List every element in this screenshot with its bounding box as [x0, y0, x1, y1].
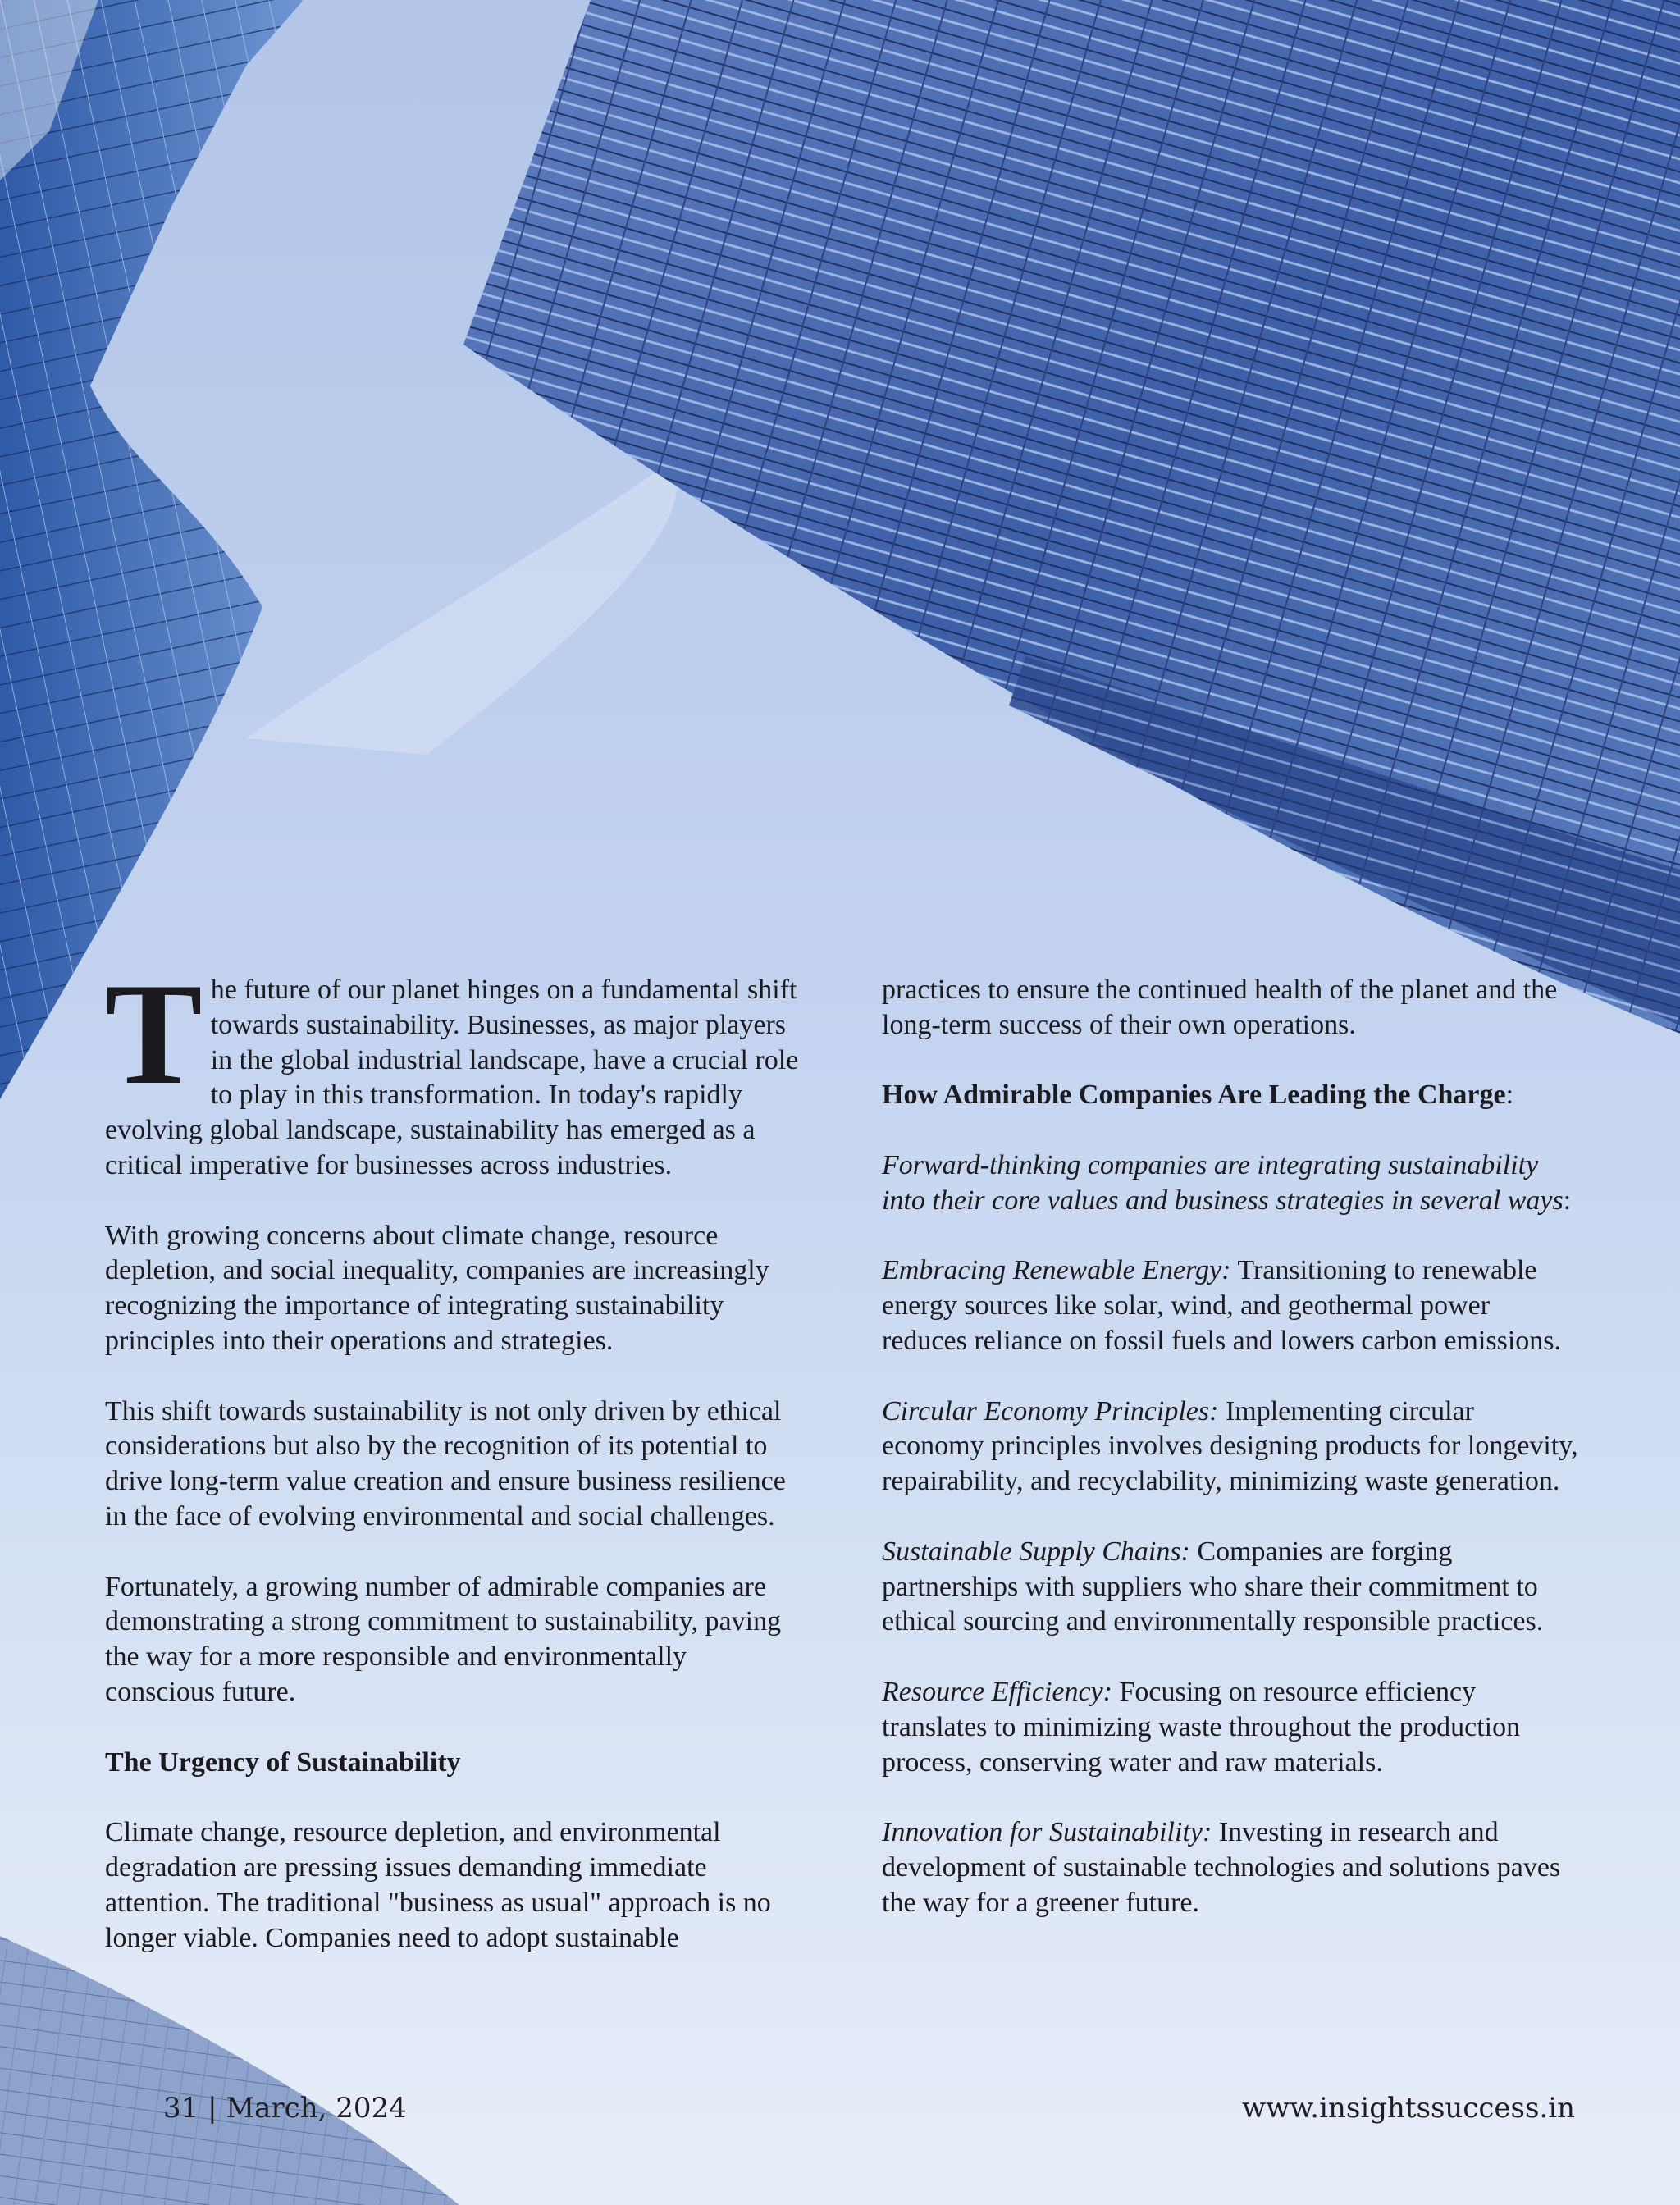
ways-intro: Forward-thinking companies are integrating sustainability into their core values and business strategies in several ways — [882, 1149, 1564, 1216]
paragraph-5-continued: practices to ensure the continued health of the planet and the long-term success of their own operations. — [882, 975, 1558, 1040]
list-item — [882, 1535, 1579, 1640]
list-item — [882, 1815, 1579, 1920]
heading-urgency: The Urgency of Sustainability — [105, 1746, 461, 1778]
item-term: Sustainable Supply Chains: — [882, 1536, 1190, 1567]
intro-paragraph — [105, 952, 802, 1184]
item-text: Transitioning to renewable energy sources like solar, wind, and geothermal power reduces reliance on fossil fuels and lowers carbon emissions. — [882, 1255, 1562, 1356]
left-column — [105, 952, 802, 1991]
item-text: Investing in research and development of sustainable technologies and solutions paves the way for a greener future. — [882, 1817, 1561, 1918]
ways-intro-paragraph — [882, 1148, 1579, 1219]
heading-leading-paragraph — [882, 1078, 1579, 1113]
item-term: Circular Economy Principles: — [882, 1395, 1219, 1427]
drop-cap: T — [105, 952, 203, 1115]
list-item — [882, 1675, 1579, 1780]
paragraph-5: Climate change, resource depletion, and environmental degradation are pressing issues demanding immediate attention. The traditional "business as usual" approach is no longer viable. Companies need to adopt sustainable — [105, 1817, 771, 1953]
item-text: Focusing on resource efficiency translates to minimizing waste throughout the production process, conserving water and raw materials. — [882, 1676, 1521, 1778]
heading-leading: How Admirable Companies Are Leading the Charge — [882, 1080, 1506, 1111]
footer-page-date: 31 | March, 2024 — [163, 2092, 407, 2125]
item-term: Embracing Renewable Energy: — [882, 1255, 1231, 1286]
intro-text: he future of our planet hinges on a fundamental shift towards sustainability. Businesses, as major players in the global industrial landscape, have a crucial role to play in this transformation. In today's rapidly evolving global landscape, sustainability has emerged as a critical imperative for businesses across industries. — [105, 975, 799, 1180]
heading-leading-suffix: : — [1505, 1080, 1514, 1111]
footer-website-link[interactable]: www.insightssuccess.in — [1242, 2092, 1575, 2125]
right-column — [882, 973, 1579, 1956]
paragraph-4: Fortunately, a growing number of admirable companies are demonstrating a strong commitment to sustainability, paving the way for a more responsible and environmentally conscious future. — [105, 1571, 782, 1707]
paragraph-3: This shift towards sustainability is not only driven by ethical considerations but also by the recognition of its potential to drive long-term value creation and ensure business resilience in the face of evolving environmental and social challenges. — [105, 1395, 786, 1532]
ways-intro-suffix: : — [1563, 1185, 1572, 1216]
item-text: Companies are forging partnerships with suppliers who share their commitment to ethical sourcing and environmentally responsible practices. — [882, 1536, 1544, 1637]
list-item — [882, 1395, 1579, 1500]
paragraph-2: With growing concerns about climate change, resource depletion, and social inequality, companies are increasingly recognizing the importance of integrating sustainability principles into their operations and strategies. — [105, 1220, 769, 1356]
list-item — [882, 1253, 1579, 1358]
item-term: Resource Efficiency: — [882, 1676, 1112, 1707]
item-text: Implementing circular economy principles involves designing products for longevity, repairability, and recyclability, minimizing waste generation. — [882, 1395, 1578, 1497]
item-term: Innovation for Sustainability: — [882, 1817, 1212, 1848]
